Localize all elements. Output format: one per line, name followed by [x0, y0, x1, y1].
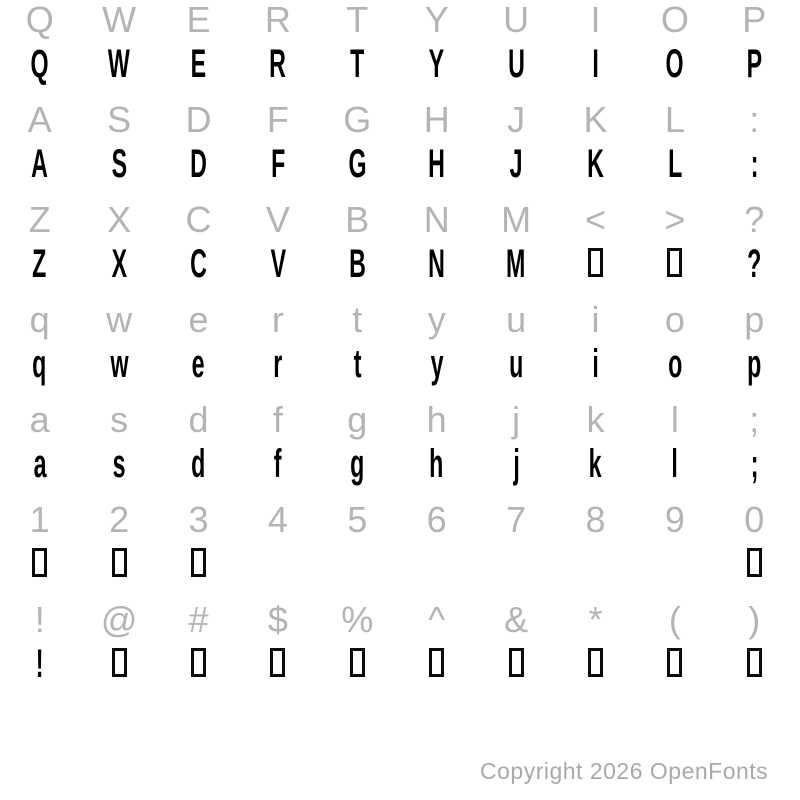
missing-glyph-box	[350, 648, 365, 677]
reference-glyph: p	[744, 299, 765, 340]
rendered-glyph-char: h	[429, 442, 444, 486]
missing-glyph-cell	[715, 544, 794, 584]
reference-glyph: M	[501, 199, 532, 240]
rendered-glyph	[476, 44, 555, 84]
reference-glyph: 0	[744, 499, 765, 540]
rendered-glyph	[238, 144, 317, 184]
missing-glyph-box	[191, 548, 206, 577]
missing-glyph-box	[509, 648, 524, 677]
rendered-glyph	[0, 144, 79, 184]
reference-glyph: 2	[109, 499, 130, 540]
rendered-glyph	[715, 244, 794, 284]
reference-row-7	[0, 599, 794, 640]
rendered-glyph-char: C	[190, 242, 207, 286]
rendered-glyph-char: L	[667, 142, 682, 186]
rendered-glyph	[556, 444, 635, 484]
reference-glyph: f	[272, 399, 283, 440]
rendered-glyph-char: y	[430, 342, 444, 386]
rendered-row-2	[0, 144, 794, 184]
reference-glyph: Y	[424, 0, 449, 40]
copyright-text: Copyright 2026 OpenFonts	[480, 758, 769, 784]
rendered-glyph	[159, 44, 238, 84]
reference-glyph: @	[100, 599, 138, 640]
rendered-glyph	[238, 244, 317, 284]
reference-glyph: g	[347, 399, 368, 440]
reference-glyph: )	[748, 599, 761, 640]
rendered-glyph-char: K	[587, 142, 604, 186]
rendered-glyph	[318, 244, 397, 284]
rendered-glyph-char: V	[270, 242, 286, 286]
rendered-glyph	[0, 44, 79, 84]
rendered-glyph-char: f	[274, 442, 282, 486]
missing-glyph-box	[747, 648, 762, 677]
rendered-glyph-char: :	[750, 142, 759, 186]
missing-glyph-cell	[238, 644, 317, 684]
rendered-row-5	[0, 444, 794, 484]
reference-glyph: 8	[585, 499, 606, 540]
reference-glyph: R	[264, 0, 291, 40]
empty-glyph-cell	[238, 544, 317, 584]
reference-glyph: D	[185, 99, 212, 140]
reference-glyph: I	[590, 0, 601, 40]
missing-glyph-cell	[318, 644, 397, 684]
reference-glyph: *	[588, 599, 603, 640]
rendered-glyph	[318, 44, 397, 84]
rendered-glyph	[397, 344, 476, 384]
reference-glyph: A	[27, 99, 52, 140]
rendered-glyph	[397, 244, 476, 284]
rendered-row-1	[0, 44, 794, 84]
glyph-pair-6	[0, 500, 794, 600]
rendered-glyph	[476, 144, 555, 184]
rendered-glyph	[238, 344, 317, 384]
reference-glyph: $	[267, 599, 288, 640]
rendered-glyph	[238, 44, 317, 84]
rendered-glyph-char: T	[350, 42, 365, 86]
rendered-glyph-char: !	[35, 642, 44, 686]
rendered-glyph-char: W	[108, 42, 131, 86]
reference-glyph: ^	[428, 599, 446, 640]
empty-glyph-cell	[635, 544, 714, 584]
rendered-glyph	[635, 444, 714, 484]
reference-glyph: 3	[188, 499, 209, 540]
rendered-glyph	[159, 144, 238, 184]
missing-glyph-cell	[159, 544, 238, 584]
rendered-row-4	[0, 344, 794, 384]
reference-glyph: ;	[749, 399, 760, 440]
missing-glyph-cell	[635, 244, 714, 284]
reference-row-5	[0, 399, 794, 440]
rendered-glyph	[476, 444, 555, 484]
rendered-glyph-char: e	[192, 342, 205, 386]
rendered-glyph-char: J	[509, 142, 523, 186]
reference-glyph: i	[591, 299, 600, 340]
empty-glyph-cell	[397, 544, 476, 584]
rendered-glyph	[635, 144, 714, 184]
rendered-glyph	[715, 344, 794, 384]
reference-glyph: l	[670, 399, 679, 440]
missing-glyph-box	[588, 648, 603, 677]
rendered-glyph	[556, 44, 635, 84]
reference-glyph: t	[352, 299, 363, 340]
rendered-glyph	[318, 344, 397, 384]
rendered-glyph	[556, 144, 635, 184]
rendered-glyph-char: j	[512, 442, 520, 486]
reference-glyph: 4	[267, 499, 288, 540]
rendered-glyph-char: P	[746, 42, 763, 86]
rendered-glyph-char: X	[111, 242, 127, 286]
reference-glyph: J	[507, 99, 526, 140]
missing-glyph-box	[112, 648, 127, 677]
rendered-glyph	[476, 244, 555, 284]
reference-glyph: S	[107, 99, 132, 140]
glyph-pair-7	[0, 600, 794, 700]
rendered-glyph	[79, 444, 158, 484]
reference-glyph: 7	[506, 499, 527, 540]
rendered-glyph-char: r	[273, 342, 283, 386]
rendered-glyph	[397, 44, 476, 84]
rendered-glyph	[159, 344, 238, 384]
reference-glyph: y	[427, 299, 446, 340]
rendered-glyph-char: I	[592, 42, 599, 86]
reference-glyph: d	[188, 399, 209, 440]
missing-glyph-box	[667, 648, 682, 677]
reference-glyph: 9	[664, 499, 685, 540]
missing-glyph-box	[191, 648, 206, 677]
rendered-glyph	[318, 144, 397, 184]
rendered-glyph-char: ?	[747, 242, 762, 286]
reference-glyph: e	[188, 299, 209, 340]
rendered-glyph	[0, 444, 79, 484]
missing-glyph-cell	[79, 644, 158, 684]
rendered-glyph-char: ;	[750, 442, 759, 486]
reference-glyph: :	[749, 99, 760, 140]
rendered-glyph-char: i	[592, 342, 599, 386]
rendered-glyph-char: u	[509, 342, 524, 386]
reference-glyph: O	[660, 0, 689, 40]
glyph-pair-1	[0, 0, 794, 100]
reference-glyph: u	[506, 299, 527, 340]
rendered-glyph	[0, 644, 79, 684]
reference-glyph: ?	[744, 199, 765, 240]
reference-glyph: %	[341, 599, 374, 640]
rendered-glyph	[397, 144, 476, 184]
reference-glyph: G	[343, 99, 372, 140]
reference-glyph: Q	[25, 0, 54, 40]
reference-glyph: j	[512, 399, 521, 440]
missing-glyph-cell	[715, 644, 794, 684]
reference-glyph: W	[102, 0, 137, 40]
reference-glyph: a	[29, 399, 50, 440]
reference-row-6	[0, 499, 794, 540]
reference-glyph: r	[271, 299, 284, 340]
missing-glyph-cell	[0, 544, 79, 584]
rendered-glyph-char: Y	[428, 42, 445, 86]
reference-glyph: h	[426, 399, 447, 440]
rendered-glyph	[238, 444, 317, 484]
reference-glyph: 1	[29, 499, 50, 540]
reference-glyph: #	[188, 599, 209, 640]
reference-glyph: (	[668, 599, 681, 640]
missing-glyph-cell	[556, 244, 635, 284]
rendered-glyph-char: F	[270, 142, 285, 186]
rendered-glyph-char: G	[348, 142, 367, 186]
reference-glyph: V	[265, 199, 290, 240]
reference-glyph: H	[423, 99, 450, 140]
reference-glyph: P	[742, 0, 767, 40]
rendered-glyph-char: R	[269, 42, 287, 86]
reference-glyph: &	[504, 599, 529, 640]
reference-glyph: k	[586, 399, 605, 440]
rendered-glyph	[397, 444, 476, 484]
rendered-glyph-char: U	[507, 42, 525, 86]
reference-glyph: C	[185, 199, 212, 240]
rendered-glyph-char: A	[31, 142, 49, 186]
rendered-row-3	[0, 244, 794, 284]
reference-row-2	[0, 99, 794, 140]
reference-glyph: N	[423, 199, 450, 240]
reference-row-4	[0, 299, 794, 340]
glyph-pair-5	[0, 400, 794, 500]
rendered-glyph-char: D	[190, 142, 207, 186]
rendered-glyph-char: S	[111, 142, 127, 186]
missing-glyph-box	[112, 548, 127, 577]
reference-glyph: E	[186, 0, 211, 40]
rendered-glyph-char: Z	[32, 242, 47, 286]
rendered-glyph	[79, 44, 158, 84]
reference-glyph: s	[110, 399, 129, 440]
rendered-glyph-char: s	[112, 442, 126, 486]
reference-glyph: U	[503, 0, 530, 40]
rendered-glyph-char: O	[665, 42, 684, 86]
rendered-glyph	[715, 44, 794, 84]
rendered-row-7	[0, 644, 794, 684]
reference-glyph: L	[664, 99, 685, 140]
reference-glyph: K	[583, 99, 608, 140]
rendered-glyph-char: Q	[30, 42, 49, 86]
missing-glyph-cell	[159, 644, 238, 684]
rendered-row-6	[0, 544, 794, 584]
rendered-glyph	[159, 444, 238, 484]
missing-glyph-cell	[79, 544, 158, 584]
reference-glyph: F	[266, 99, 289, 140]
reference-glyph: B	[345, 199, 370, 240]
missing-glyph-box	[32, 548, 47, 577]
rendered-glyph-char: w	[110, 342, 129, 386]
empty-glyph-cell	[318, 544, 397, 584]
rendered-glyph-char: o	[667, 342, 682, 386]
missing-glyph-box	[747, 548, 762, 577]
rendered-glyph	[79, 144, 158, 184]
glyph-pair-4	[0, 300, 794, 400]
rendered-glyph	[318, 444, 397, 484]
rendered-glyph	[635, 44, 714, 84]
reference-glyph: q	[29, 299, 50, 340]
rendered-glyph-char: M	[506, 242, 526, 286]
rendered-glyph-char: k	[589, 442, 602, 486]
reference-glyph: !	[34, 599, 45, 640]
rendered-glyph-char: H	[428, 142, 446, 186]
rendered-glyph-char: l	[671, 442, 679, 486]
reference-glyph: 5	[347, 499, 368, 540]
rendered-glyph	[715, 444, 794, 484]
reference-glyph: X	[107, 199, 132, 240]
rendered-glyph	[79, 244, 158, 284]
rendered-glyph-char: q	[32, 342, 47, 386]
missing-glyph-box	[588, 248, 603, 277]
rendered-glyph-char: B	[348, 242, 366, 286]
reference-row-1	[0, 2, 794, 38]
missing-glyph-cell	[397, 644, 476, 684]
missing-glyph-cell	[556, 644, 635, 684]
reference-glyph: >	[664, 199, 686, 240]
rendered-glyph-char: a	[33, 442, 47, 486]
empty-glyph-cell	[556, 544, 635, 584]
rendered-glyph-char: g	[350, 442, 365, 486]
rendered-glyph	[635, 344, 714, 384]
rendered-glyph-char: t	[353, 342, 362, 386]
rendered-glyph-char: p	[747, 342, 762, 386]
rendered-glyph-char: d	[191, 442, 206, 486]
missing-glyph-box	[270, 648, 285, 677]
rendered-glyph	[556, 344, 635, 384]
glyph-pair-3	[0, 200, 794, 300]
reference-glyph: T	[346, 0, 369, 40]
missing-glyph-cell	[635, 644, 714, 684]
rendered-glyph	[0, 244, 79, 284]
rendered-glyph-char: E	[190, 42, 207, 86]
rendered-glyph-char: N	[428, 242, 446, 286]
empty-glyph-cell	[476, 544, 555, 584]
missing-glyph-cell	[476, 644, 555, 684]
rendered-glyph	[715, 144, 794, 184]
rendered-glyph	[79, 344, 158, 384]
reference-glyph: w	[106, 299, 133, 340]
glyph-pair-2	[0, 100, 794, 200]
reference-row-3	[0, 199, 794, 240]
rendered-glyph	[476, 344, 555, 384]
reference-glyph: o	[664, 299, 685, 340]
reference-glyph: 6	[426, 499, 447, 540]
rendered-glyph	[159, 244, 238, 284]
missing-glyph-box	[667, 248, 682, 277]
missing-glyph-box	[429, 648, 444, 677]
reference-glyph: Z	[28, 199, 51, 240]
reference-glyph: <	[584, 199, 606, 240]
rendered-glyph	[0, 344, 79, 384]
